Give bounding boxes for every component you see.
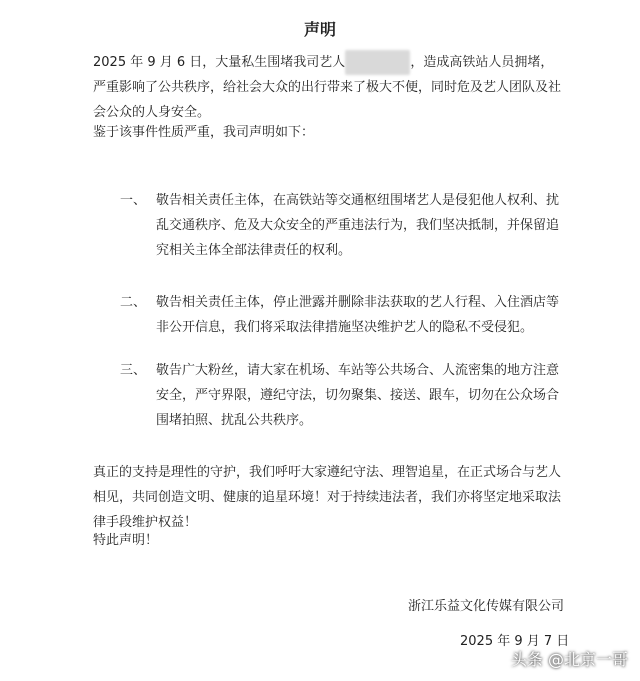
watermark: 头条 @北京一哥 <box>510 650 628 669</box>
item-number: 三、 <box>120 363 147 378</box>
item-text: 敬告广大粉丝，请大家在机场、车站等公共场合、人流密集的地方注意安全，严守界限，遵纪守法，切勿聚集、接送、跟车，切勿在公众场合围堵拍照、扰乱公共秩序。 <box>156 363 560 428</box>
item-text: 敬告相关责任主体，在高铁站等交通枢纽围堵艺人是侵犯他人权利、扰乱交通秩序、危及大众安全的严重违法行为，我们坚决抵制，并保留追究相关主体全部法律责任的权利。 <box>156 193 560 258</box>
intro-paragraph <box>93 50 561 125</box>
intro-text-rest: ，造成高铁站人员拥堵，严重影响了公共秩序，给社会大众的出行带来了极大不便，同时危及艺人团队及社会公众的人身安全。 <box>93 55 562 120</box>
document-title: 声明 <box>303 20 336 39</box>
special-statement: 特此声明！ <box>93 533 159 548</box>
intro-statement: 鉴于该事件性质严重，我司声明如下： <box>93 125 315 140</box>
company-signature: 浙江乐益文化传媒有限公司 <box>408 599 565 614</box>
item-number: 二、 <box>120 295 147 310</box>
redacted-name <box>345 50 410 75</box>
signature-date: 2025 年 9 月 7 日 <box>460 634 570 649</box>
closing-paragraph: 真正的支持是理性的守护，我们呼吁大家遵纪守法、理智追星，在正式场合与艺人相见，共同创造文明、健康的追星环境！对于持续违法者，我们亦将坚定地采取法律手段维护权益！ <box>93 465 562 530</box>
item-text: 敬告相关责任主体，停止泄露并删除非法获取的艺人行程、入住酒店等非公开信息，我们将采取法律措施坚决维护艺人的隐私不受侵犯。 <box>156 295 560 335</box>
intro-text-start: 2025 年 9 月 6 日，大量私生围堵我司艺人 <box>93 55 346 70</box>
item-number: 一、 <box>120 193 147 208</box>
